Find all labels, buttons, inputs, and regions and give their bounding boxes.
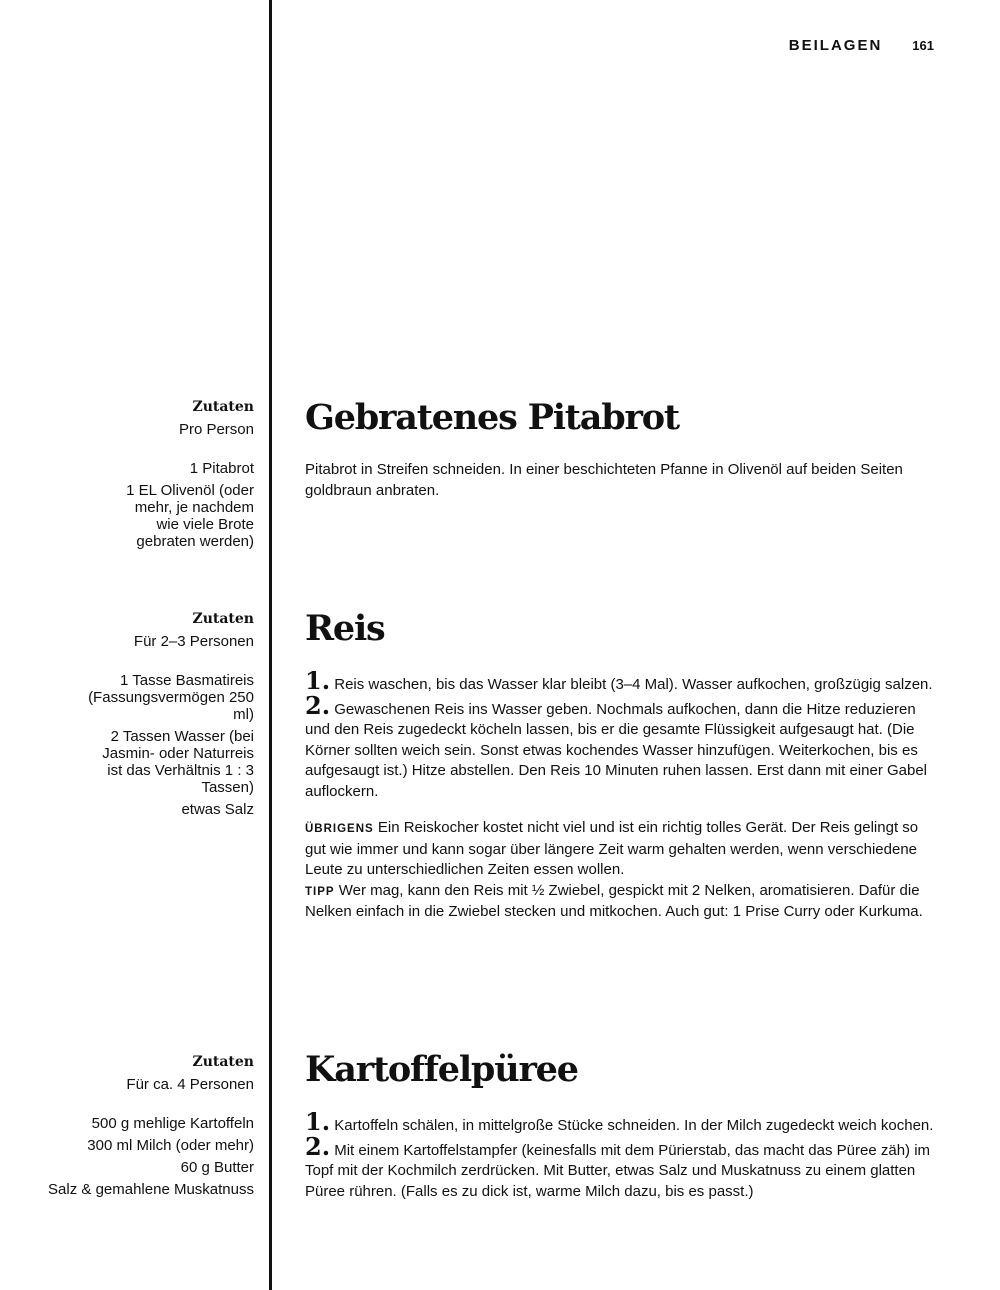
ingredient-item: etwas Salz: [181, 801, 254, 818]
servings: Für 2–3 Personen: [133, 633, 254, 650]
step-text: Gewaschenen Reis ins Wasser geben. Nochmals aufkochen, dann die Hitze reduzieren und den Reis zugedeckt köcheln lassen, bis er die gesamte Flüssigkeit aufgesaugt hat. (Die Körner sollten weich sein. Sonst etwas kochendes Wasser hinzufügen. Weiterkochen, bis es aufgesaugt ist.) Hitze abstellen. Den Reis 10 Minuten ruhen lassen. Erst dann mit einer Gabel auflockern.: [305, 700, 928, 800]
note-tipp: [305, 881, 940, 923]
recipe-body: Pitabrot in Streifen schneiden. In einer beschichteten Pfanne in Olivenöl auf beiden Seiten goldbraun anbraten.: [305, 461, 903, 499]
ingredients-panel-pitabrot: [24, 399, 254, 555]
note-keyword: TIPP: [305, 885, 335, 898]
ingredients-panel-reis: [24, 611, 254, 823]
recipe-reis: [305, 609, 940, 923]
page-number: 161: [912, 38, 934, 53]
recipe-title: Gebratenes Pitabrot: [305, 397, 679, 438]
ingredients-label: Zutaten: [192, 399, 254, 415]
step-1: [305, 1107, 940, 1137]
step-number: 2.: [305, 690, 331, 720]
ingredients-panel-kartoffelpueree: [24, 1054, 254, 1203]
step-text: Reis waschen, bis das Wasser klar bleibt (3–4 Mal). Wasser aufkochen, großzügig salzen.: [334, 676, 933, 693]
recipe-kartoffelpueree: [305, 1050, 940, 1202]
ingredients-label: Zutaten: [192, 1054, 254, 1070]
servings: Für ca. 4 Personen: [126, 1076, 254, 1093]
ingredient-item: 500 g mehlige Kartoffeln: [91, 1115, 254, 1132]
step-number: 2.: [305, 1131, 331, 1161]
ingredient-item: 1 Pitabrot: [189, 460, 254, 477]
ingredient-item: 2 Tassen Wasser (bei Jasmin- oder Naturreis ist das Verhältnis 1 : 3 Tassen): [102, 728, 254, 796]
note-text: Ein Reiskocher kostet nicht viel und ist ein richtig tolles Gerät. Der Reis gelingt so gut wie immer und kann sogar über längere Zeit warm gehalten werden, wenn verschiedene Leute zu unterschiedlichen Zeiten essen wollen.: [305, 819, 919, 878]
recipe-title: Kartoffelpüree: [305, 1049, 578, 1090]
note-text: Wer mag, kann den Reis mit ½ Zwiebel, gespickt mit 2 Nelken, aromatisieren. Dafür die Nelken einfach in die Zwiebel stecken und mitkochen. Auch gut: 1 Prise Curry oder Kurkuma.: [305, 881, 923, 920]
recipe-pitabrot: [305, 398, 940, 501]
ingredient-item: 60 g Butter: [180, 1159, 254, 1176]
ingredient-item: 1 Tasse Basmatireis (Fassungsvermögen 250 ml): [88, 672, 254, 723]
ingredient-item: 300 ml Milch (oder mehr): [87, 1137, 254, 1154]
vertical-divider: [269, 0, 272, 1290]
step-text: Mit einem Kartoffelstampfer (keinesfalls mit dem Pürierstab, das macht das Püree zäh) im Topf mit der Kochmilch zerdrücken. Mit Butter, etwas Salz und Muskatnuss zu einem glatten Püree rühren. (Falls es zu dick ist, warme Milch dazu, bis es passt.): [305, 1141, 931, 1200]
ingredients-label: Zutaten: [192, 611, 254, 627]
step-number: 1.: [305, 1107, 331, 1136]
note-uebrigens: [305, 818, 940, 881]
ingredient-item: Salz & gemahlene Muskatnuss: [48, 1181, 254, 1198]
ingredient-item: 1 EL Olivenöl (oder mehr, je nachdem wie viele Brote gebraten werden): [126, 482, 254, 550]
recipe-title: Reis: [305, 608, 385, 649]
page-header: [789, 37, 934, 54]
section-label: BEILAGEN: [788, 37, 883, 54]
step-1: [305, 666, 940, 696]
step-text: Kartoffeln schälen, in mittelgroße Stücke schneiden. In der Milch zugedeckt weich kochen.: [334, 1117, 934, 1134]
step-2: [305, 690, 940, 803]
note-keyword: ÜBRIGENS: [305, 823, 374, 835]
servings: Pro Person: [178, 421, 254, 438]
step-number: 1.: [305, 666, 331, 695]
step-2: [305, 1131, 940, 1203]
